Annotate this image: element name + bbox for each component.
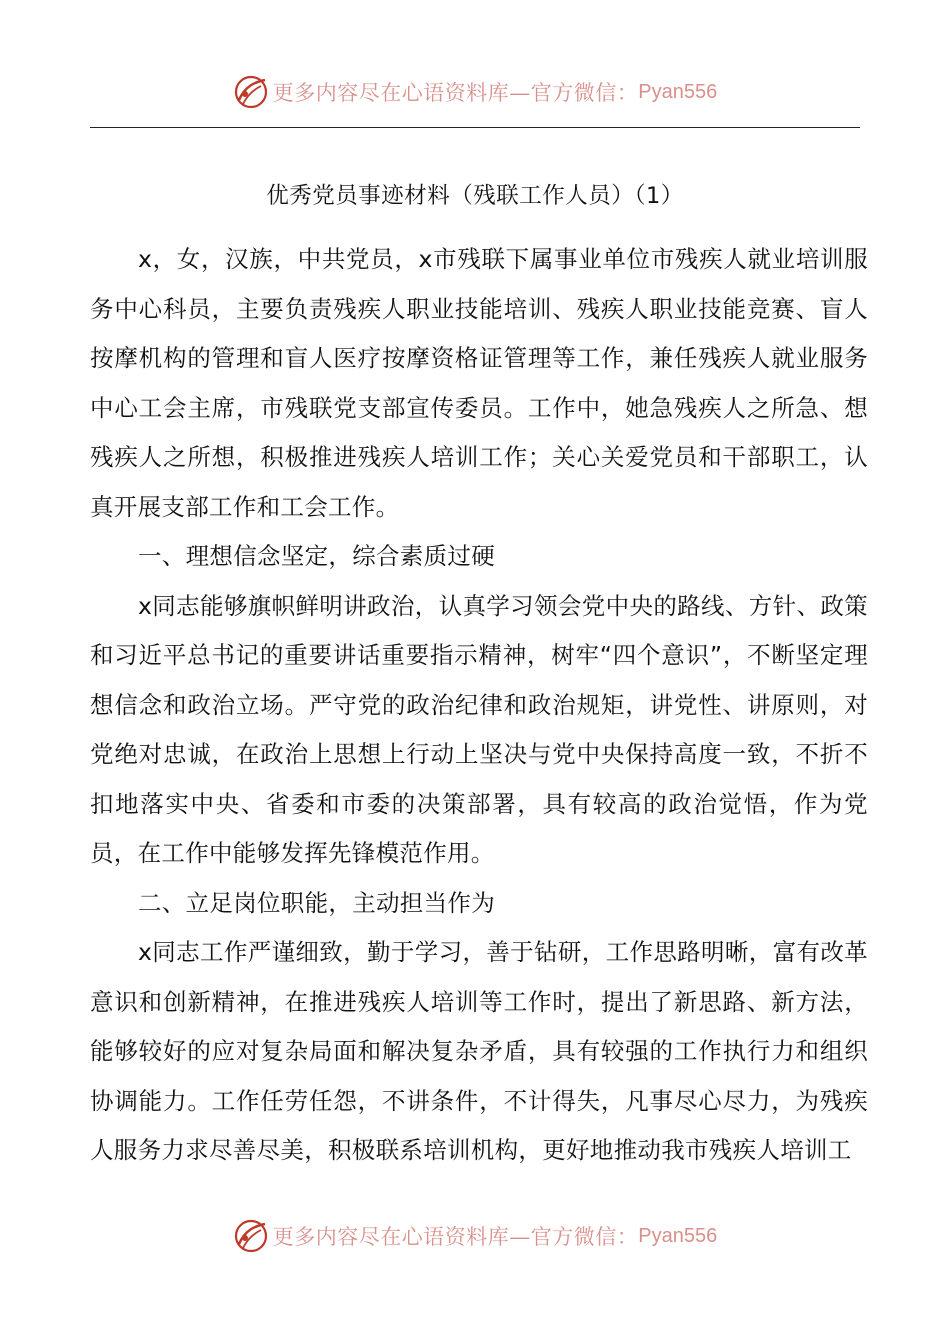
paragraph-section-1: x同志能够旗帜鲜明讲政治，认真学习领会党中央的路线、方针、政策和习近平总书记的重要讲话重要指示精神，树牢“四个意识”，不断坚定理想信念和政治立场。严守党的政治纪律和政治规矩，讲党性、讲原则，对党绝对忠诚，在政治上思想上行动上坚决与党中央保持高度一致，不折不扣地落实中央、省委和市委的决策部署，具有较高的政治觉悟，作为党员，在工作中能够发挥先锋模范作用。: [90, 591, 868, 867]
document-body: [90, 235, 868, 1176]
watermark-text: 更多内容尽在心语资料库—官方微信：: [272, 81, 639, 105]
watermark-logo-icon: [233, 1218, 269, 1254]
paragraph-section-2: x同志工作严谨细致，勤于学习，善于钻研，工作思路明晰，富有改革意识和创新精神，在推进残疾人培训等工作时，提出了新思路、新方法，能够较好的应对复杂局面和解决复杂矛盾，具有较强的工作执行力和组织协调能力。工作任劳任怨，不讲条件，不计得失，凡事尽心尽力，为残疾人服务力求尽善尽美，积极联系培训机构，更好地推动我市残疾人培训工: [90, 938, 868, 1164]
watermark-text: 更多内容尽在心语资料库—官方微信：: [272, 1225, 639, 1249]
footer-watermark: [0, 1214, 950, 1258]
section-heading-2: 二、立足岗位职能，主动担当作为: [138, 888, 495, 917]
watermark-logo-icon: [233, 74, 269, 110]
section-heading-1: 一、理想信念坚定，综合素质过硬: [138, 542, 495, 570]
header-watermark: [0, 70, 950, 114]
document-title: 优秀党员事迹材料（残联工作人员）（1）: [266, 183, 684, 209]
paragraph-intro: x，女，汉族，中共党员，x市残联下属事业单位市残疾人就业培训服务中心科员，主要负责残疾人职业技能培训、残疾人职业技能竞赛、盲人按摩机构的管理和盲人医疗按摩资格证管理等工作，兼任残疾人就业服务中心工会主席，市残联党支部宣传委员。工作中，她急残疾人之所急、想残疾人之所想，积极推进残疾人培训工作；关心关爱党员和干部职工，认真开展支部工作和工会工作。: [90, 245, 868, 521]
watermark-handle: Pyan556: [638, 80, 718, 103]
header-divider: [90, 127, 860, 128]
watermark-handle: Pyan556: [638, 1224, 718, 1247]
